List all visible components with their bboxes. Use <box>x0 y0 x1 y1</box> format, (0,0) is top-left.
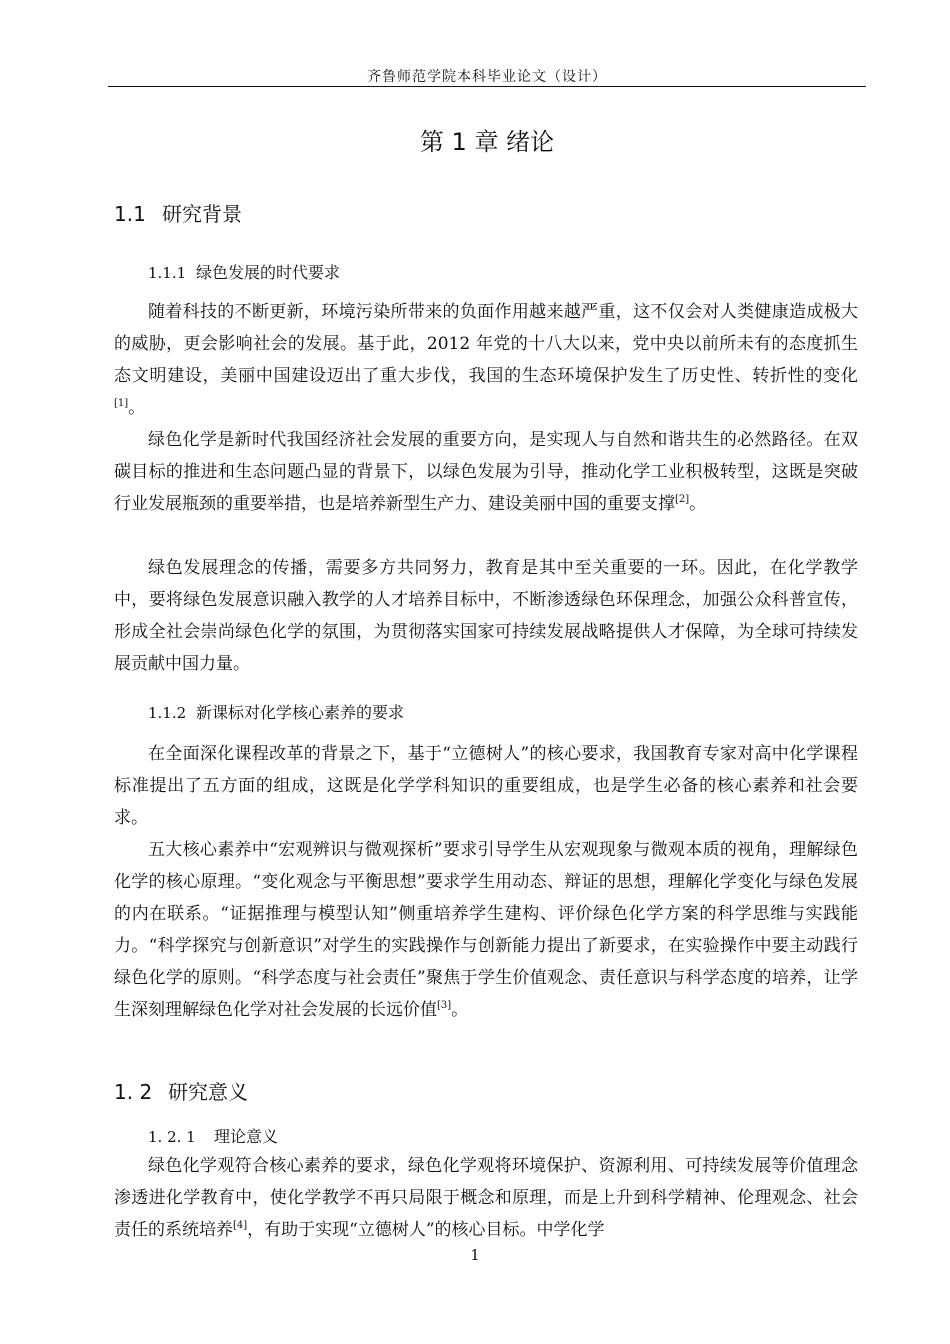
paragraph-text: 五大核心素养中“宏观辨识与微观探析”要求引导学生从宏观现象与微观本质的视角，理解绿色化学的核心原理。“变化观念与平衡思想”要求学生用动态、辩证的思想，理解化学变化与绿色发展的内在联系。“证据推理与模型认知”侧重培养学生建构、评价绿色化学方案的科学思维与实践能力。“科学探究与创新意识”对学生的实践操作与创新能力提出了新要求，在实验操作中要主动践行绿色化学的原则。“科学态度与社会责任”聚焦于学生价值观念、责任意识与科学态度的培养，让学生深刻理解绿色化学对社会发展的长远价值 <box>114 840 858 1020</box>
paragraph-1 <box>114 296 858 424</box>
running-header: 齐鲁师范学院本科毕业论文（设计） <box>367 69 607 85</box>
subsection-title: 绿色发展的时代要求 <box>196 263 341 282</box>
section-heading-1-1 <box>114 198 242 227</box>
subsection-title: 理论意义 <box>214 1127 279 1146</box>
subsection-number: 1.1.2 <box>148 704 187 722</box>
subsection-heading-1-1-2 <box>148 700 404 723</box>
paragraph-text: 绿色化学是新时代我国经济社会发展的重要方向，是实现人与自然和谐共生的必然路径。在双碳目标的推进和生态问题凸显的背景下，以绿色发展为引导，推动化学工业积极转型，这既是突破行业发展瓶颈的重要举措，也是培养新型生产力、建设美丽中国的重要支撑 <box>114 430 858 514</box>
paragraph-end: ，有助于实现“立德树人”的核心目标。中学化学 <box>247 1220 605 1240</box>
citation-ref: [4] <box>233 1220 248 1231</box>
paragraph-3 <box>114 552 858 680</box>
page-number: 1 <box>470 1246 480 1264</box>
subsection-number: 1.1.1 <box>148 264 187 282</box>
paragraph-5 <box>114 834 858 1026</box>
citation-ref: [3] <box>437 1000 452 1011</box>
subsection-number: 1. 2. 1 <box>148 1128 196 1146</box>
paragraph-text: 随着科技的不断更新，环境污染所带来的负面作用越来越严重，这不仅会对人类健康造成极大的威胁，更会影响社会的发展。基于此，2012 年党的十八大以来，党中央以前所未有的态度抓生态文明建设，美丽中国建设迈出了重大步伐，我国的生态环境保护发生了历史性、转折性的变化 <box>114 302 858 386</box>
paragraph-2 <box>114 424 858 520</box>
chapter-title: 第 1 章 绪论 <box>419 128 555 156</box>
section-title: 研究背景 <box>162 202 242 226</box>
paragraph-6 <box>114 1150 858 1246</box>
paragraph-end: 。 <box>451 1000 469 1020</box>
section-number: 1.1 <box>114 202 146 226</box>
subsection-heading-1-1-1 <box>148 260 340 283</box>
section-heading-1-2 <box>114 1076 248 1105</box>
subsection-title: 新课标对化学核心素养的要求 <box>196 703 405 722</box>
citation-ref: [1] <box>114 398 129 409</box>
paragraph-end: 。 <box>689 494 707 514</box>
citation-ref: [2] <box>675 494 690 505</box>
paragraph-4 <box>114 738 858 834</box>
paragraph-end: 。 <box>128 398 146 418</box>
subsection-heading-1-2-1 <box>148 1124 278 1147</box>
paragraph-text: 在全面深化课程改革的背景之下，基于“立德树人”的核心要求，我国教育专家对高中化学课程标准提出了五方面的组成，这既是化学学科知识的重要组成，也是学生必备的核心素养和社会要求。 <box>114 744 858 828</box>
paragraph-text: 绿色发展理念的传播，需要多方共同努力，教育是其中至关重要的一环。因此，在化学教学中，要将绿色发展意识融入教学的人才培养目标中，不断渗透绿色环保理念，加强公众科普宣传，形成全社会崇尚绿色化学的氛围，为贯彻落实国家可持续发展战略提供人才保障，为全球可持续发展贡献中国力量。 <box>114 558 858 674</box>
section-number: 1. 2 <box>114 1080 153 1104</box>
paragraph-text: 绿色化学观符合核心素养的要求，绿色化学观将环境保护、资源利用、可持续发展等价值理念渗透进化学教育中，使化学教学不再只局限于概念和原理，而是上升到科学精神、伦理观念、社会责任的系统培养 <box>114 1156 858 1240</box>
header-rule <box>108 86 866 87</box>
section-title: 研究意义 <box>168 1080 248 1104</box>
